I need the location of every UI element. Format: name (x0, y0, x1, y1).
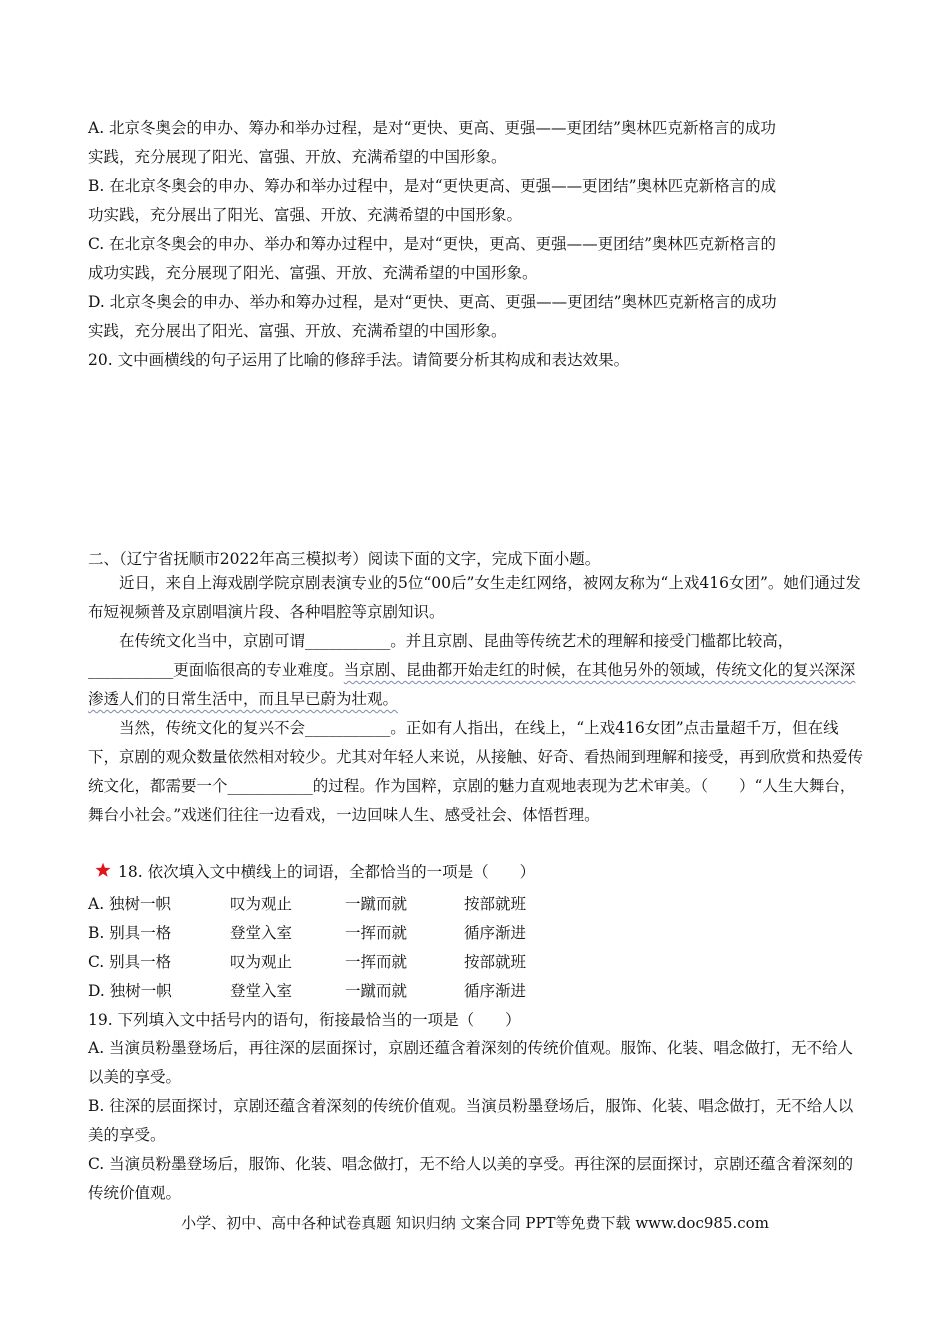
q18-option-d-word-1: D. 独树一帜 (88, 982, 172, 1000)
passage-paragraph-2-text: 在传统文化当中，京剧可谓___________。并且京剧、昆曲等传统艺术的理解和接受门槛都比较高，___________更面临很高的专业难度。 (88, 632, 794, 679)
q18-option-a-word-3: 一蹴而就 (345, 895, 408, 913)
passage-paragraph-1: 近日，来自上海戏剧学院京剧表演专业的5位“00后”女生走红网络，被网友称为“上戏416女团”。她们通过发布短视频普及京剧唱演片段、各种唱腔等京剧知识。 (88, 574, 861, 621)
underlined-sentence: 当京剧、昆曲都开始走红的时候，在其他另外的领域，传统文化的复兴深深渗透人们的日常生活中，而且早已蔚为壮观。 (88, 661, 856, 708)
question-18-stem: 18. 依次填入文中横线上的词语，全都恰当的一项是（ ） (118, 863, 536, 881)
option-b-line2: 功实践，充分展出了阳光、富强、开放、充满希望的中国形象。 (88, 206, 523, 224)
q18-option-d-word-4: 循序渐进 (464, 982, 527, 1000)
option-a-line2: 实践，充分展现了阳光、富强、开放、充满希望的中国形象。 (88, 148, 507, 166)
option-d-line1: D. 北京冬奥会的申办、举办和筹办过程，是对“更快、更高、更强——更团结”奥林匹克新格言的成功 (88, 293, 777, 311)
option-c-line1: C. 在北京冬奥会的申办、举办和筹办过程中，是对“更快，更高、更强——更团结”奥林匹克新格言的 (88, 235, 777, 253)
q18-option-a-word-4: 按部就班 (464, 895, 527, 913)
q18-option-a-word-1: A. 独树一帜 (88, 895, 172, 913)
option-a-line1: A. 北京冬奥会的申办、筹办和举办过程，是对“更快、更高、更强——更团结”奥林匹克新格言的成功 (88, 119, 776, 137)
q19-option-b: B. 往深的层面探讨，京剧还蕴含着深刻的传统价值观。当演员粉墨登场后，服饰、化装、唱念做打，无不给人以美的享受。 (88, 1097, 854, 1144)
footer-promo: 小学、初中、高中各种试卷真题 知识归纳 文案合同 PPT等免费下载 www.doc985.com (181, 1214, 769, 1232)
q18-option-d-word-3: 一蹴而就 (345, 982, 408, 1000)
option-b-line1: B. 在北京冬奥会的申办、筹办和举办过程中，是对“更快更高、更强——更团结”奥林匹克新格言的成 (88, 177, 777, 195)
passage-paragraph-3: 当然，传统文化的复兴不会___________。正如有人指出，在线上，“上戏416女团”点击量超千万，但在线下，京剧的观众数量依然相对较少。尤其对年轻人来说，从接触、好奇、看热闹到理解和接受，再到欣赏和热爱传统文化，都需要一个___________的过程。作为国粹，京剧的魅力直观地表现为艺术审美。（ ）“人生大舞台，舞台小社会。”戏迷们往往一边看戏，一边回味人生、感受社会、体悟哲理。 (88, 719, 864, 824)
q18-option-b-word-3: 一挥而就 (345, 924, 408, 942)
q19-option-c: C. 当演员粉墨登场后，服饰、化装、唱念做打，无不给人以美的享受。再往深的层面探讨，京剧还蕴含着深刻的传统价值观。 (88, 1155, 854, 1202)
q18-option-b-word-1: B. 别具一格 (88, 924, 172, 942)
q18-option-c-word-1: C. 别具一格 (88, 953, 172, 971)
section-heading: 二、（辽宁省抚顺市2022年高三模拟考）阅读下面的文字，完成下面小题。 (88, 550, 601, 568)
q18-option-c-word-2: 叹为观止 (230, 953, 293, 971)
q18-option-c-word-4: 按部就班 (464, 953, 527, 971)
q18-option-c-word-3: 一挥而就 (345, 953, 408, 971)
option-d-line2: 实践，充分展出了阳光、富强、开放、充满希望的中国形象。 (88, 322, 507, 340)
question-19-stem: 19. 下列填入文中括号内的语句，衔接最恰当的一项是（ ） (88, 1011, 521, 1029)
q18-option-b-word-4: 循序渐进 (464, 924, 527, 942)
q18-option-d-word-2: 登堂入室 (230, 982, 293, 1000)
q18-option-a-word-2: 叹为观止 (230, 895, 293, 913)
red-star-icon (95, 862, 111, 878)
passage-paragraph-2 (88, 627, 863, 714)
option-c-line2: 成功实践，充分展现了阳光、富强、开放、充满希望的中国形象。 (88, 264, 538, 282)
q19-option-a: A. 当演员粉墨登场后，再往深的层面探讨，京剧还蕴含着深刻的传统价值观。服饰、化装、唱念做打，无不给人以美的享受。 (88, 1039, 854, 1086)
question-20: 20. 文中画横线的句子运用了比喻的修辞手法。请简要分析其构成和表达效果。 (88, 351, 630, 369)
q18-option-b-word-2: 登堂入室 (230, 924, 293, 942)
